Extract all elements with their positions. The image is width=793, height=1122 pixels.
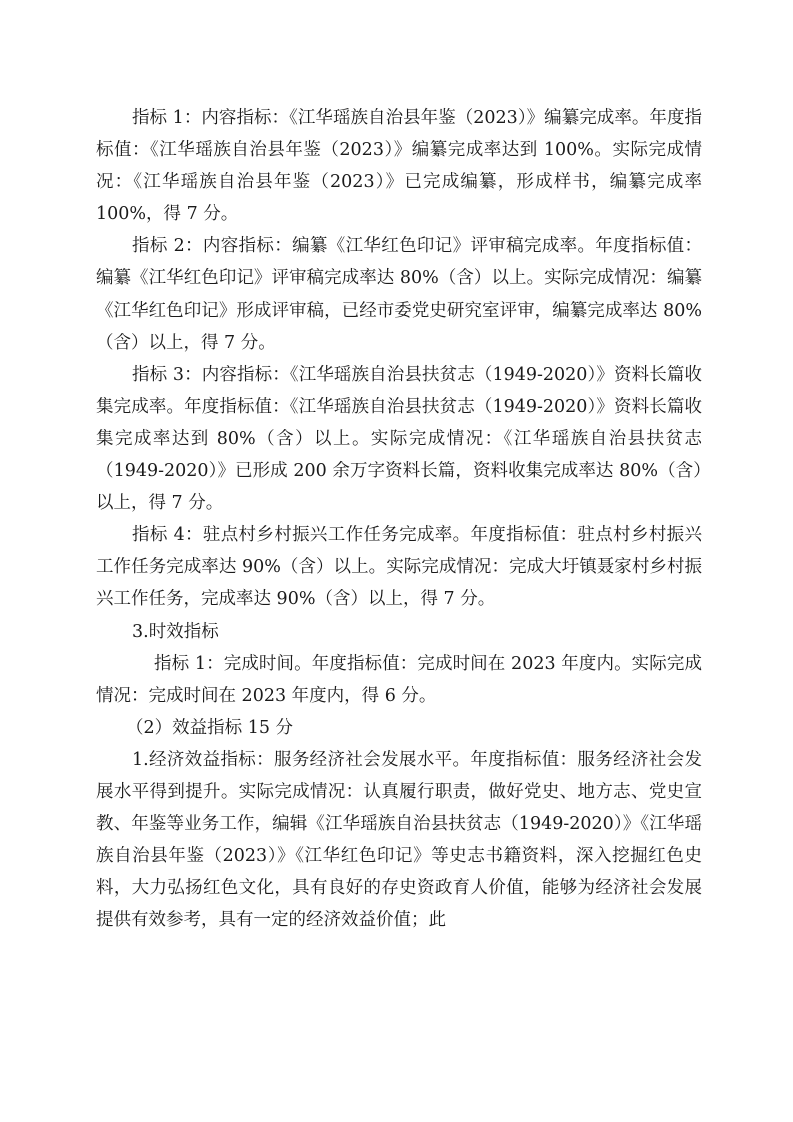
paragraph-economic-benefit: 1.经济效益指标：服务经济社会发展水平。年度指标值：服务经济社会发展水平得到提升。实际完成情况：认真履行职责，做好党史、地方志、党史宣教、年鉴等业务工作，编辑《江华瑶族自治县扶贫志（1949-2020）》《江华瑶族自治县年鉴（2023）》《江华红色印记》等史志书籍资料，深入挖掘红色史料，大力弘扬红色文化，具有良好的存史资政育人价值，能够为经济社会发展提供有效参考，具有一定的经济效益价值；此	[96, 749, 702, 931]
paragraph-indicator-4-content: 指标 4：驻点村乡村振兴工作任务完成率。年度指标值：驻点村乡村振兴工作任务完成率达 90%（含）以上。实际完成情况：完成大圩镇聂家村乡村振兴工作任务，完成率达 90%（含）以上，得 7 分。	[96, 525, 702, 610]
document-body	[96, 102, 702, 936]
section-heading-benefit: （2）效益指标 15 分	[126, 717, 294, 738]
paragraph-indicator-2-content: 指标 2：内容指标：编纂《江华红色印记》评审稿完成率。年度指标值：编纂《江华红色印记》评审稿完成率达 80%（含）以上。实际完成情况：编纂《江华红色印记》形成评审稿，已经市委党史研究室评审，编纂完成率达 80%（含）以上，得 7 分。	[96, 236, 702, 353]
paragraph-indicator-3-content: 指标 3：内容指标：《江华瑶族自治县扶贫志（1949-2020）》资料长篇收集完成率。年度指标值：《江华瑶族自治县扶贫志（1949-2020）》资料长篇收集完成率达到 80%（含）以上。实际完成情况：《江华瑶族自治县扶贫志（1949-2020）》已形成 200 余万字资料长篇，资料收集完成率达 80%（含）以上，得 7 分。	[96, 364, 702, 514]
paragraph-indicator-1-content: 指标 1：内容指标：《江华瑶族自治县年鉴（2023）》编纂完成率。年度指标值：《江华瑶族自治县年鉴（2023）》编纂完成率达到 100%。实际完成情况：《江华瑶族自治县年鉴（2023）》已完成编纂，形成样书，编纂完成率 100%，得 7 分。	[96, 108, 702, 225]
paragraph-timeliness-indicator-1: 指标 1：完成时间。年度指标值：完成时间在 2023 年度内。实际完成情况：完成时间在 2023 年度内，得 6 分。	[96, 653, 702, 706]
section-heading-timeliness: 3.时效指标	[132, 621, 219, 642]
